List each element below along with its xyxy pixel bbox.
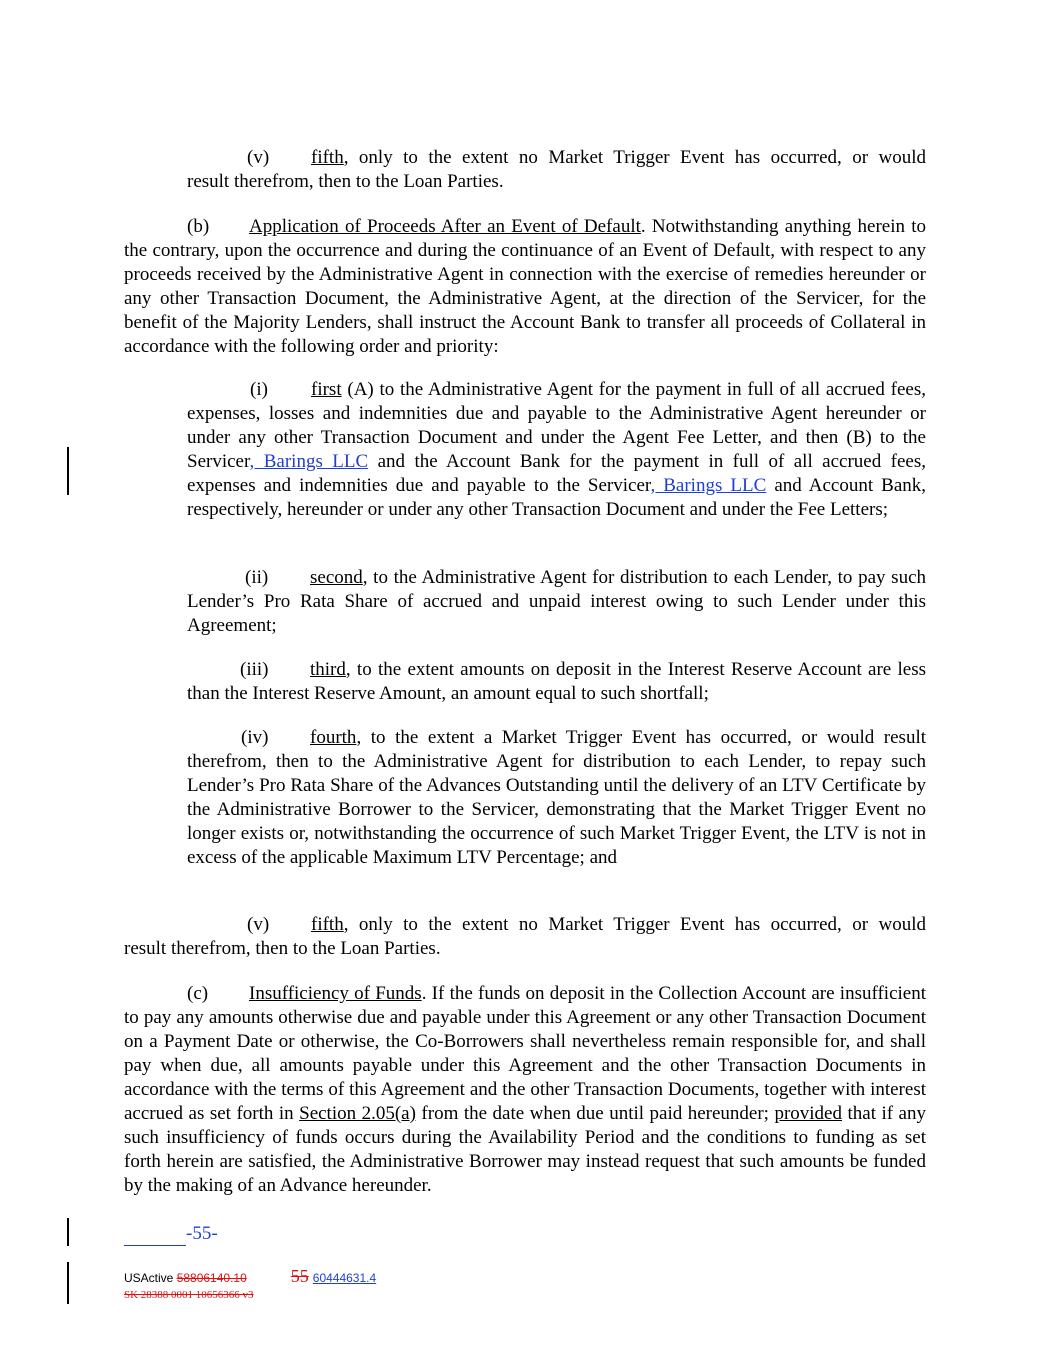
- deleted-doc-id: 58806140.10: [176, 1271, 247, 1285]
- section-heading: Insufficiency of Funds: [249, 983, 422, 1004]
- section-text: from the date when due until paid hereunder;: [415, 1103, 775, 1124]
- item-text: , only to the extent no Market Trigger Event has occurred, or would: [343, 914, 926, 935]
- section-b-paragraph: [124, 215, 926, 359]
- item-v: [124, 913, 926, 961]
- section-text: that if any such insufficiency of funds occurs during the Availability Period and the conditions to funding as set forth herein are satisfied, the Administrative Borrower may instead request that such amounts be funded by the making of an Advance hereunder.: [124, 1103, 926, 1196]
- section-text: . Notwithstanding anything herein to the contrary, upon the occurrence and during the continuance of an Event of Default, with respect to any proceeds received by the Administrative Agent in connection with the exercise of remedies hereunder or any other Transaction Document, the Administrative Agent, at the direction of the Servicer, for the benefit of the Majority Lenders, shall instruct the Account Bank to transfer all proceeds of Collateral in accordance with the following order and priority:: [124, 216, 927, 357]
- page-number-text: -55-: [186, 1223, 218, 1244]
- section-c-paragraph: [124, 982, 926, 1198]
- change-bar: [67, 1218, 69, 1246]
- item-term: second: [310, 567, 363, 588]
- item-number: (v): [247, 914, 270, 935]
- item-continuation: result therefrom, then to the Loan Parties.: [124, 938, 441, 959]
- inserted-doc-id: 60444631.4: [312, 1271, 377, 1285]
- item-text: , to the Administrative Agent for distribution to each Lender, to pay such Lender’s Pro Rata Share of accrued and unpaid interest owing to such Lender under this Agreement;: [187, 567, 926, 636]
- section-heading: Application of Proceeds After an Event of Default: [249, 216, 641, 237]
- clause-v-top: [187, 146, 926, 194]
- item-iv: [187, 726, 926, 870]
- inserted-text: , Barings LLC: [249, 451, 369, 472]
- item-text: and the Account Bank for the payment in full of all accrued fees, expenses and indemnities due and payable to the Servicer: [187, 451, 926, 496]
- item-text: , to the extent amounts on deposit in the Interest Reserve Account are less than the Interest Reserve Amount, an amount equal to such shortfall;: [187, 659, 926, 704]
- item-text: , to the extent a Market Trigger Event has occurred, or would result therefrom, then to the Administrative Agent for distribution to each Lender, to repay such Lender’s Pro Rata Share of the Advances Outstanding until the delivery of an LTV Certificate by the Administrative Borrower to the Servicer, demonstrating that the Market Trigger Event no longer exists or, notwithstanding the occurrence of such Market Trigger Event, the LTV is not in excess of the applicable Maximum LTV Percentage; and: [187, 727, 926, 868]
- item-ii: [187, 566, 926, 638]
- item-number: (iii): [240, 659, 269, 680]
- item-number: (i): [250, 379, 268, 400]
- item-term: first: [311, 379, 342, 400]
- section-number: (c): [187, 983, 209, 1004]
- item-i: [187, 378, 926, 522]
- clause-text: , only to the extent no Market Trigger Event has occurred, or would: [343, 147, 926, 168]
- section-text: . If the funds on deposit in the Collection Account are insufficient to pay any amounts otherwise due and payable under this Agreement or any other Transaction Document on a Payment Date or otherwise, the Co-Borrowers shall nevertheless remain responsible for, and shall pay when due, all amounts payable under this Agreement and the other Transaction Documents in accordance with the terms of this Agreement and the other Transaction Documents, together with interest accrued as set forth in: [124, 983, 926, 1124]
- footer-label: USActive: [124, 1271, 177, 1285]
- item-text: and Account Bank, respectively, hereunder or under any other Transaction Document and under the Fee Letters;: [187, 475, 927, 520]
- change-bar: [67, 1262, 69, 1304]
- inserted-text: , Barings LLC: [650, 475, 767, 496]
- section-number: (b): [187, 216, 210, 237]
- footer-old-reference: SK 28388 0001 10656366 v3: [124, 1289, 254, 1301]
- clause-term: fifth: [311, 147, 344, 168]
- footer-document-id: [124, 1266, 376, 1287]
- clause-continuation: result therefrom, then to the Loan Parties.: [187, 171, 504, 192]
- item-text: (A) to the Administrative Agent for the payment in full of all accrued fees, expenses, losses and indemnities due and payable to the Administrative Agent hereunder or under any other Transaction Document and under the Agent Fee Letter, and then (B) to the Servicer: [187, 379, 926, 472]
- clause-number: (v): [247, 147, 270, 168]
- item-term: fifth: [311, 914, 344, 935]
- item-number: (ii): [245, 567, 269, 588]
- page-number: [124, 1222, 218, 1246]
- item-term: fourth: [310, 727, 357, 748]
- change-bar: [67, 447, 69, 495]
- section-reference: Section 2.05(a): [299, 1103, 416, 1124]
- proviso-term: provided: [774, 1103, 842, 1124]
- item-iii: [187, 658, 926, 706]
- item-number: (iv): [241, 727, 269, 748]
- item-term: third: [310, 659, 346, 680]
- deleted-page-number: 55: [290, 1266, 309, 1286]
